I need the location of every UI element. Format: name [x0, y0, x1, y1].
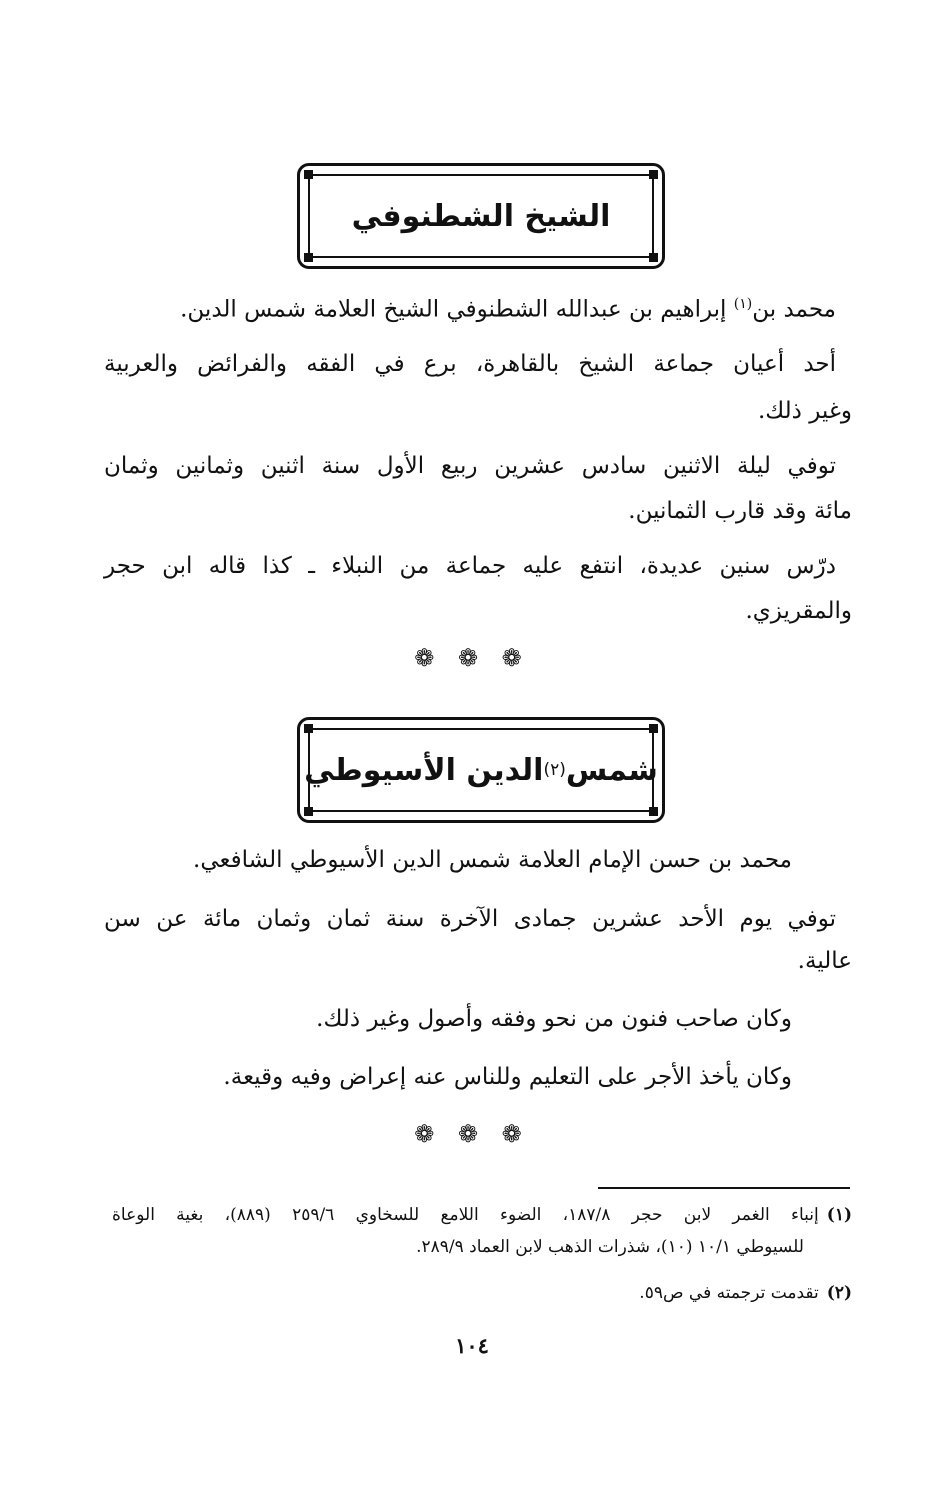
paragraph-name-line — [96, 287, 836, 327]
footnote-ref-1: (١) — [733, 296, 753, 312]
footnote-1-line-2: للسيوطي ١٠/١ (١٠)، شذرات الذهب لابن العماد ٢٨٩/٩. — [416, 1237, 804, 1257]
title-2-before-ref: شمس — [565, 752, 658, 788]
section-title-1: الشيخ الشطنوفي — [351, 198, 611, 234]
paragraph-4-line-2: والمقريزي. — [745, 598, 852, 624]
footnote-2-number: (٢) — [826, 1283, 852, 1303]
section-title-frame-1 — [297, 163, 665, 269]
footnote-1-text-1: إنباء الغمر لابن حجر ١٨٧/٨، الضوء اللامع للسخاوي ٢٥٩/٦ (٨٨٩)، بغية الوعاة — [112, 1205, 819, 1225]
section-divider-ornament-1: ❁ ❁ ❁ — [414, 644, 530, 672]
paragraph-2-line-1: أحد أعيان جماعة الشيخ بالقاهرة، برع في الفقه والفرائض والعربية — [104, 351, 836, 377]
footnote-separator — [598, 1187, 850, 1189]
s2-paragraph-2-line-1: توفي يوم الأحد عشرين جمادى الآخرة سنة ثمان وثمان مائة عن سن — [104, 906, 836, 932]
page-number: ١٠٤ — [455, 1333, 489, 1358]
section-title-frame-2 — [297, 717, 665, 823]
footnote-1-line-1 — [112, 1202, 852, 1228]
name-after-ref: إبراهيم بن عبدالله الشطنوفي الشيخ العلامة شمس الدين. — [180, 296, 734, 323]
section-divider-ornament-2: ❁ ❁ ❁ — [414, 1120, 530, 1148]
s2-paragraph-3: وكان صاحب فنون من نحو وفقه وأصول وغير ذلك. — [316, 1006, 792, 1032]
paragraph-3-line-1: توفي ليلة الاثنين سادس عشرين ربيع الأول سنة اثنين وثمانين وثمان — [104, 453, 836, 479]
name-before-ref: محمد بن — [752, 296, 836, 323]
footnote-2 — [112, 1280, 852, 1306]
paragraph-4-line-1: درّس سنين عديدة، انتفع عليه جماعة من النبلاء ـ كذا قاله ابن حجر — [104, 553, 836, 579]
s2-paragraph-1: محمد بن حسن الإمام العلامة شمس الدين الأسيوطي الشافعي. — [193, 847, 792, 873]
s2-paragraph-4: وكان يأخذ الأجر على التعليم وللناس عنه إعراض وفيه وقيعة. — [223, 1064, 792, 1090]
footnote-ref-2: (٢) — [543, 760, 566, 780]
title-2-after-ref: الدين الأسيوطي — [304, 752, 544, 788]
footnote-2-text: تقدمت ترجمته في ص٥٩. — [639, 1283, 819, 1303]
paragraph-3-line-2: مائة وقد قارب الثمانين. — [628, 498, 852, 524]
s2-paragraph-2-line-2: عالية. — [797, 948, 852, 974]
section-title-2 — [300, 720, 662, 820]
paragraph-2-line-2: وغير ذلك. — [757, 398, 852, 424]
footnote-1-number: (١) — [826, 1205, 852, 1225]
